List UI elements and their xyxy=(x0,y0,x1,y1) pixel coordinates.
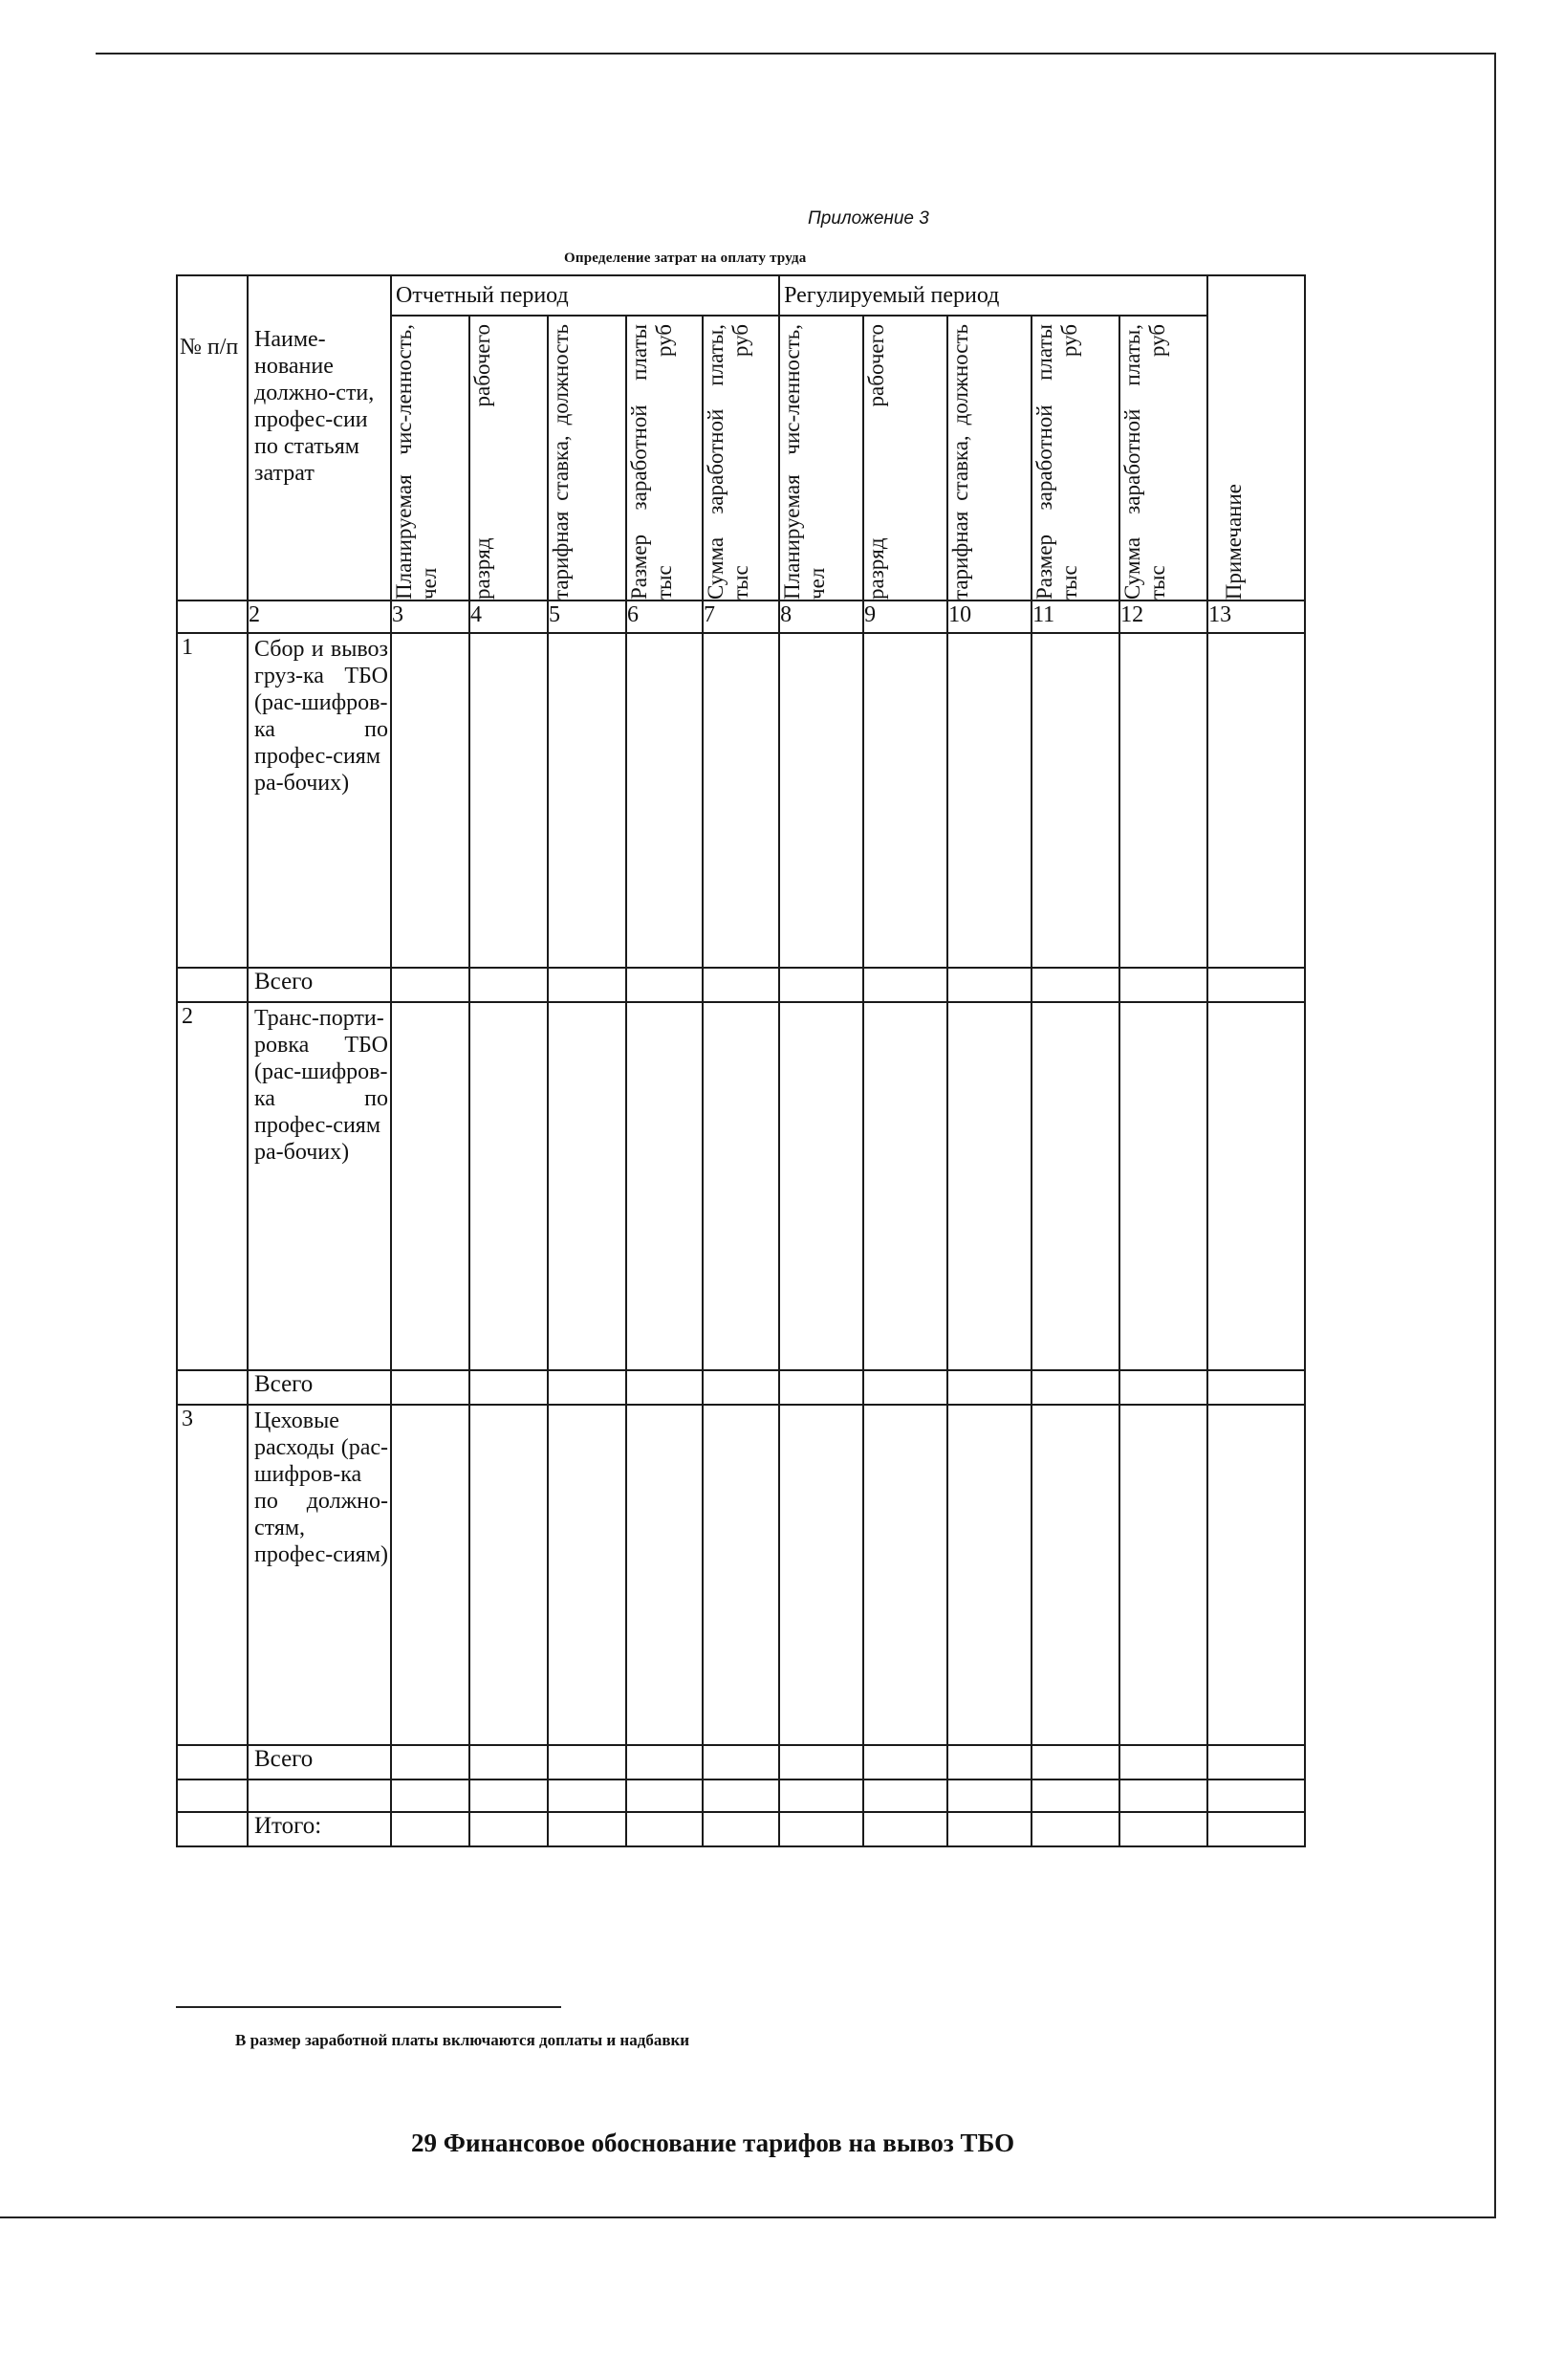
index-cell: 11 xyxy=(1032,600,1119,633)
header-rate-reported xyxy=(548,316,626,600)
header-rate-reported-label: тарифная ставка, должность xyxy=(549,324,573,600)
header-rate-regulated-label: тарифная ставка, должность xyxy=(948,324,973,600)
header-regulated-period: Регулируемый период xyxy=(779,275,1207,316)
row-description: Цеховые расходы (рас-шифров-ка по должно-стям, профес-сиям) xyxy=(248,1405,391,1745)
header-headcount-regulated-label: Планируемая чис-ленность, чел xyxy=(780,324,830,600)
total-row xyxy=(177,1370,1305,1405)
page-border-top xyxy=(96,53,1496,55)
header-headcount-regulated xyxy=(779,316,863,600)
blank-row xyxy=(177,1780,1305,1812)
footnote-divider xyxy=(176,2006,561,2008)
header-salary-reported-label: Размер заработной платы тыс руб xyxy=(627,324,676,600)
total-label: Всего xyxy=(248,968,391,1002)
total-label: Всего xyxy=(248,1370,391,1405)
page-border-bottom xyxy=(0,2216,1496,2218)
total-row xyxy=(177,1745,1305,1780)
index-cell: 12 xyxy=(1119,600,1207,633)
labor-cost-table xyxy=(176,274,1306,1847)
total-label: Всего xyxy=(248,1745,391,1780)
footnote: В размер заработной платы включаются доплаты и надбавки xyxy=(235,2031,690,2049)
row-number: 3 xyxy=(177,1405,248,1745)
grand-total-label: Итого: xyxy=(248,1812,391,1846)
index-cell: 2 xyxy=(248,600,391,633)
header-grade-regulated-label: разряд рабочего xyxy=(864,324,889,600)
index-cell: 3 xyxy=(391,600,469,633)
table-row xyxy=(177,1002,1305,1370)
index-cell: 7 xyxy=(703,600,779,633)
index-cell: 6 xyxy=(626,600,703,633)
table-row xyxy=(177,633,1305,968)
index-cell: 13 xyxy=(1207,600,1305,633)
header-reported-period: Отчетный период xyxy=(391,275,779,316)
row-description: Транс-порти-ровка ТБО (рас-шифров-ка по профес-сиям ра-бочих) xyxy=(248,1002,391,1370)
index-cell: 8 xyxy=(779,600,863,633)
header-salary-sum-reported-label: Сумма заработной платы, тыс руб xyxy=(704,324,752,600)
header-grade-reported xyxy=(469,316,548,600)
index-cell: 4 xyxy=(469,600,548,633)
header-salary-sum-reported xyxy=(703,316,779,600)
grand-total-row xyxy=(177,1812,1305,1846)
total-row xyxy=(177,968,1305,1002)
header-salary-sum-regulated xyxy=(1119,316,1207,600)
header-grade-regulated xyxy=(863,316,947,600)
table-row xyxy=(177,1405,1305,1745)
header-headcount-reported xyxy=(391,316,469,600)
index-cell: 10 xyxy=(947,600,1032,633)
header-salary-reported xyxy=(626,316,703,600)
header-note-label: Примечание xyxy=(1222,483,1247,600)
appendix-label: Приложение 3 xyxy=(808,208,929,229)
index-cell: 5 xyxy=(548,600,626,633)
header-salary-regulated xyxy=(1032,316,1119,600)
table-caption: Определение затрат на оплату труда xyxy=(564,251,807,266)
header-salary-regulated-label: Размер заработной платы тыс руб xyxy=(1032,324,1082,600)
index-cell xyxy=(177,600,248,633)
header-note xyxy=(1207,275,1305,600)
row-number: 2 xyxy=(177,1002,248,1370)
index-cell: 9 xyxy=(863,600,947,633)
header-salary-sum-regulated-label: Сумма заработной платы, тыс руб xyxy=(1120,324,1170,600)
header-headcount-reported-label: Планируемая чис-ленность, чел xyxy=(392,324,441,600)
row-description: Сбор и вывоз груз-ка ТБО (рас-шифров-ка по профес-сиям ра-бочих) xyxy=(248,633,391,968)
header-number: № п/п xyxy=(177,275,248,600)
header-grade-reported-label: разряд рабочего xyxy=(470,324,494,600)
column-index-row xyxy=(177,600,1305,633)
row-number: 1 xyxy=(177,633,248,968)
header-position-name: Наиме-нование должно-сти, профес-сии по статьям затрат xyxy=(248,275,391,600)
page-border-right xyxy=(1494,53,1496,2218)
page-footer: 29 Финансовое обоснование тарифов на вывоз ТБО xyxy=(411,2129,1015,2157)
header-rate-regulated xyxy=(947,316,1032,600)
